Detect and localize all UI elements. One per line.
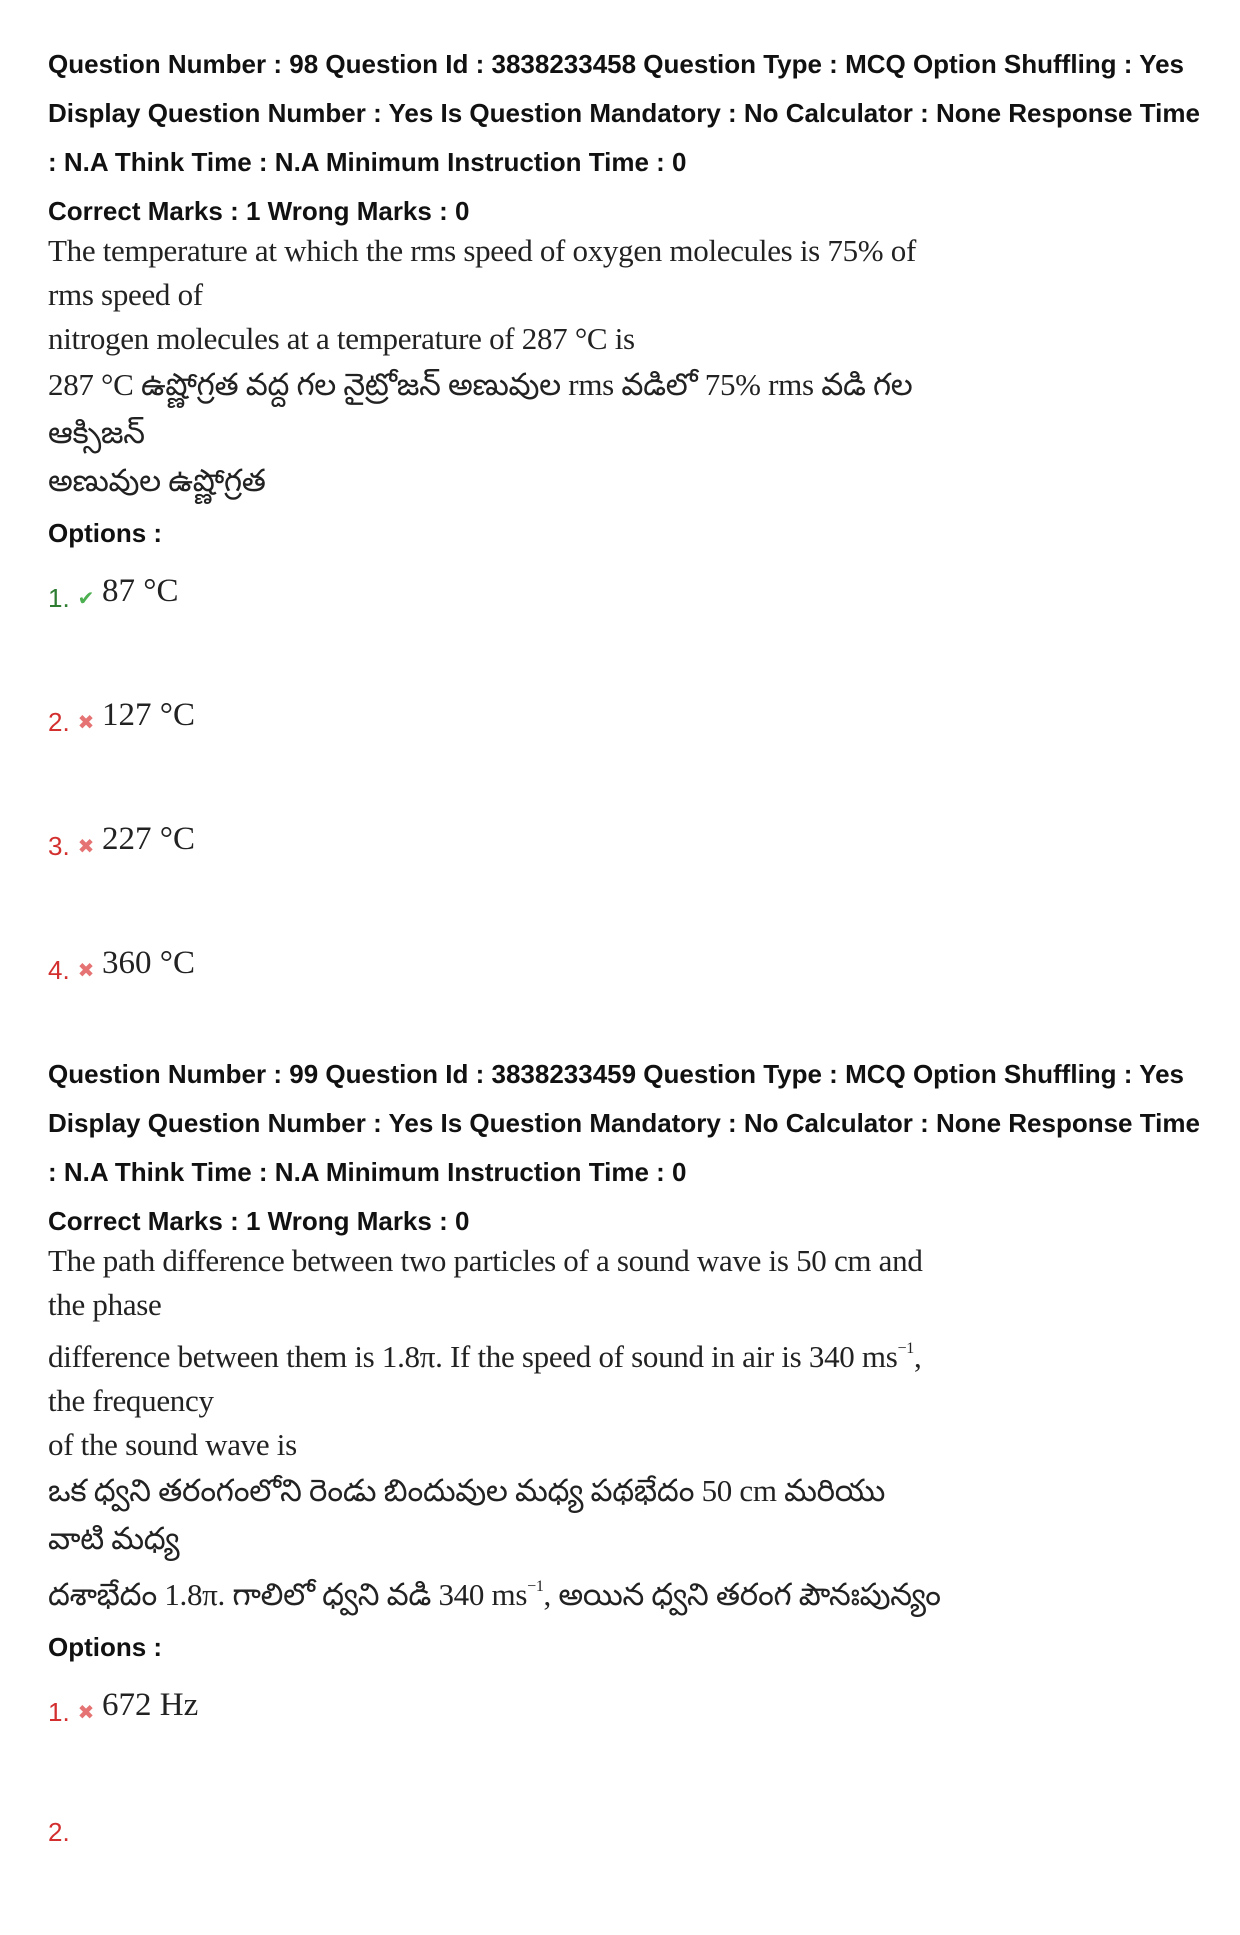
option-item [48,573,1208,697]
question-meta-line: Display Question Number : Yes Is Question Mandatory : No Calculator : None Response Time [48,1108,1200,1138]
question-text-english: of the sound wave is [48,1427,297,1462]
option-item [48,1811,1208,1935]
option-number: 4. [48,955,70,985]
question-meta-line: Question Number : 99 Question Id : 3838233459 Question Type : MCQ Option Shuffling : Yes [48,1059,1185,1089]
option-item [48,1687,1208,1811]
question-block-98 [48,40,1208,1069]
options-label: Options : [48,518,163,548]
option-text: 672 Hz [102,1687,199,1723]
option-number: 2. [48,1817,70,1847]
option-text: 87 °C [102,573,179,609]
cross-icon: ✖ [77,1702,95,1724]
cross-icon: ✖ [77,836,95,858]
question-text-english: The path difference between two particles of a sound wave is 50 cm and the phase [48,1243,923,1322]
question-meta-line: Display Question Number : Yes Is Question Mandatory : No Calculator : None Response Time [48,98,1200,128]
option-number: 2. [48,707,70,737]
check-icon: ✔ [77,588,95,610]
question-text-english: nitrogen molecules at a temperature of 287 °C is [48,321,635,356]
options-list [48,1687,1208,1935]
question-text-telugu: అణువుల ఉష్ణోగ్రత [48,463,266,498]
option-number: 1. [48,583,70,613]
options-label: Options : [48,1632,163,1662]
options-list [48,573,1208,1069]
question-text-english: The temperature at which the rms speed of oxygen molecules is 75% of rms speed of [48,233,916,312]
question-text-fragment: , అయిన ధ్వని తరంగ పౌనఃపున్యం [543,1577,941,1612]
cross-icon: ✖ [77,960,95,982]
question-meta-line: : N.A Think Time : N.A Minimum Instruction Time : 0 [48,147,687,177]
option-text: 360 °C [102,945,195,981]
question-block-99 [48,1050,1208,1935]
option-text: 127 °C [102,697,195,733]
question-text-fragment: difference between them is 1.8π. If the speed of sound in air is 340 ms [48,1339,898,1374]
question-text-telugu: ఒక ధ్వని తరంగంలోని రెండు బిందువుల మధ్య పథభేదం 50 cm మరియు వాటి మధ్య [48,1473,886,1556]
question-text-fragment: దశాభేదం 1.8π. గాలిలో ధ్వని వడి 340 ms [48,1577,528,1612]
option-text: 227 °C [102,821,195,857]
marks-line: Correct Marks : 1 Wrong Marks : 0 [48,196,470,226]
question-text-telugu: 287 °C ఉష్ణోగ్రత వద్ద గల నైట్రోజన్ అణువుల rms వడిలో 75% rms వడి గల ఆక్సిజన్ [48,367,913,450]
question-meta-line: : N.A Think Time : N.A Minimum Instruction Time : 0 [48,1157,687,1187]
superscript: −1 [527,1578,544,1595]
option-item [48,821,1208,945]
question-meta-line: Question Number : 98 Question Id : 3838233458 Question Type : MCQ Option Shuffling : Yes [48,49,1185,79]
superscript: −1 [897,1340,914,1357]
question-text-telugu [48,1563,948,1619]
option-number: 1. [48,1697,70,1727]
question-text-fragment: , the frequency [48,1339,922,1418]
question-text-english [48,1327,948,1423]
marks-line: Correct Marks : 1 Wrong Marks : 0 [48,1206,470,1236]
cross-icon: ✖ [77,712,95,734]
option-item [48,697,1208,821]
option-number: 3. [48,831,70,861]
